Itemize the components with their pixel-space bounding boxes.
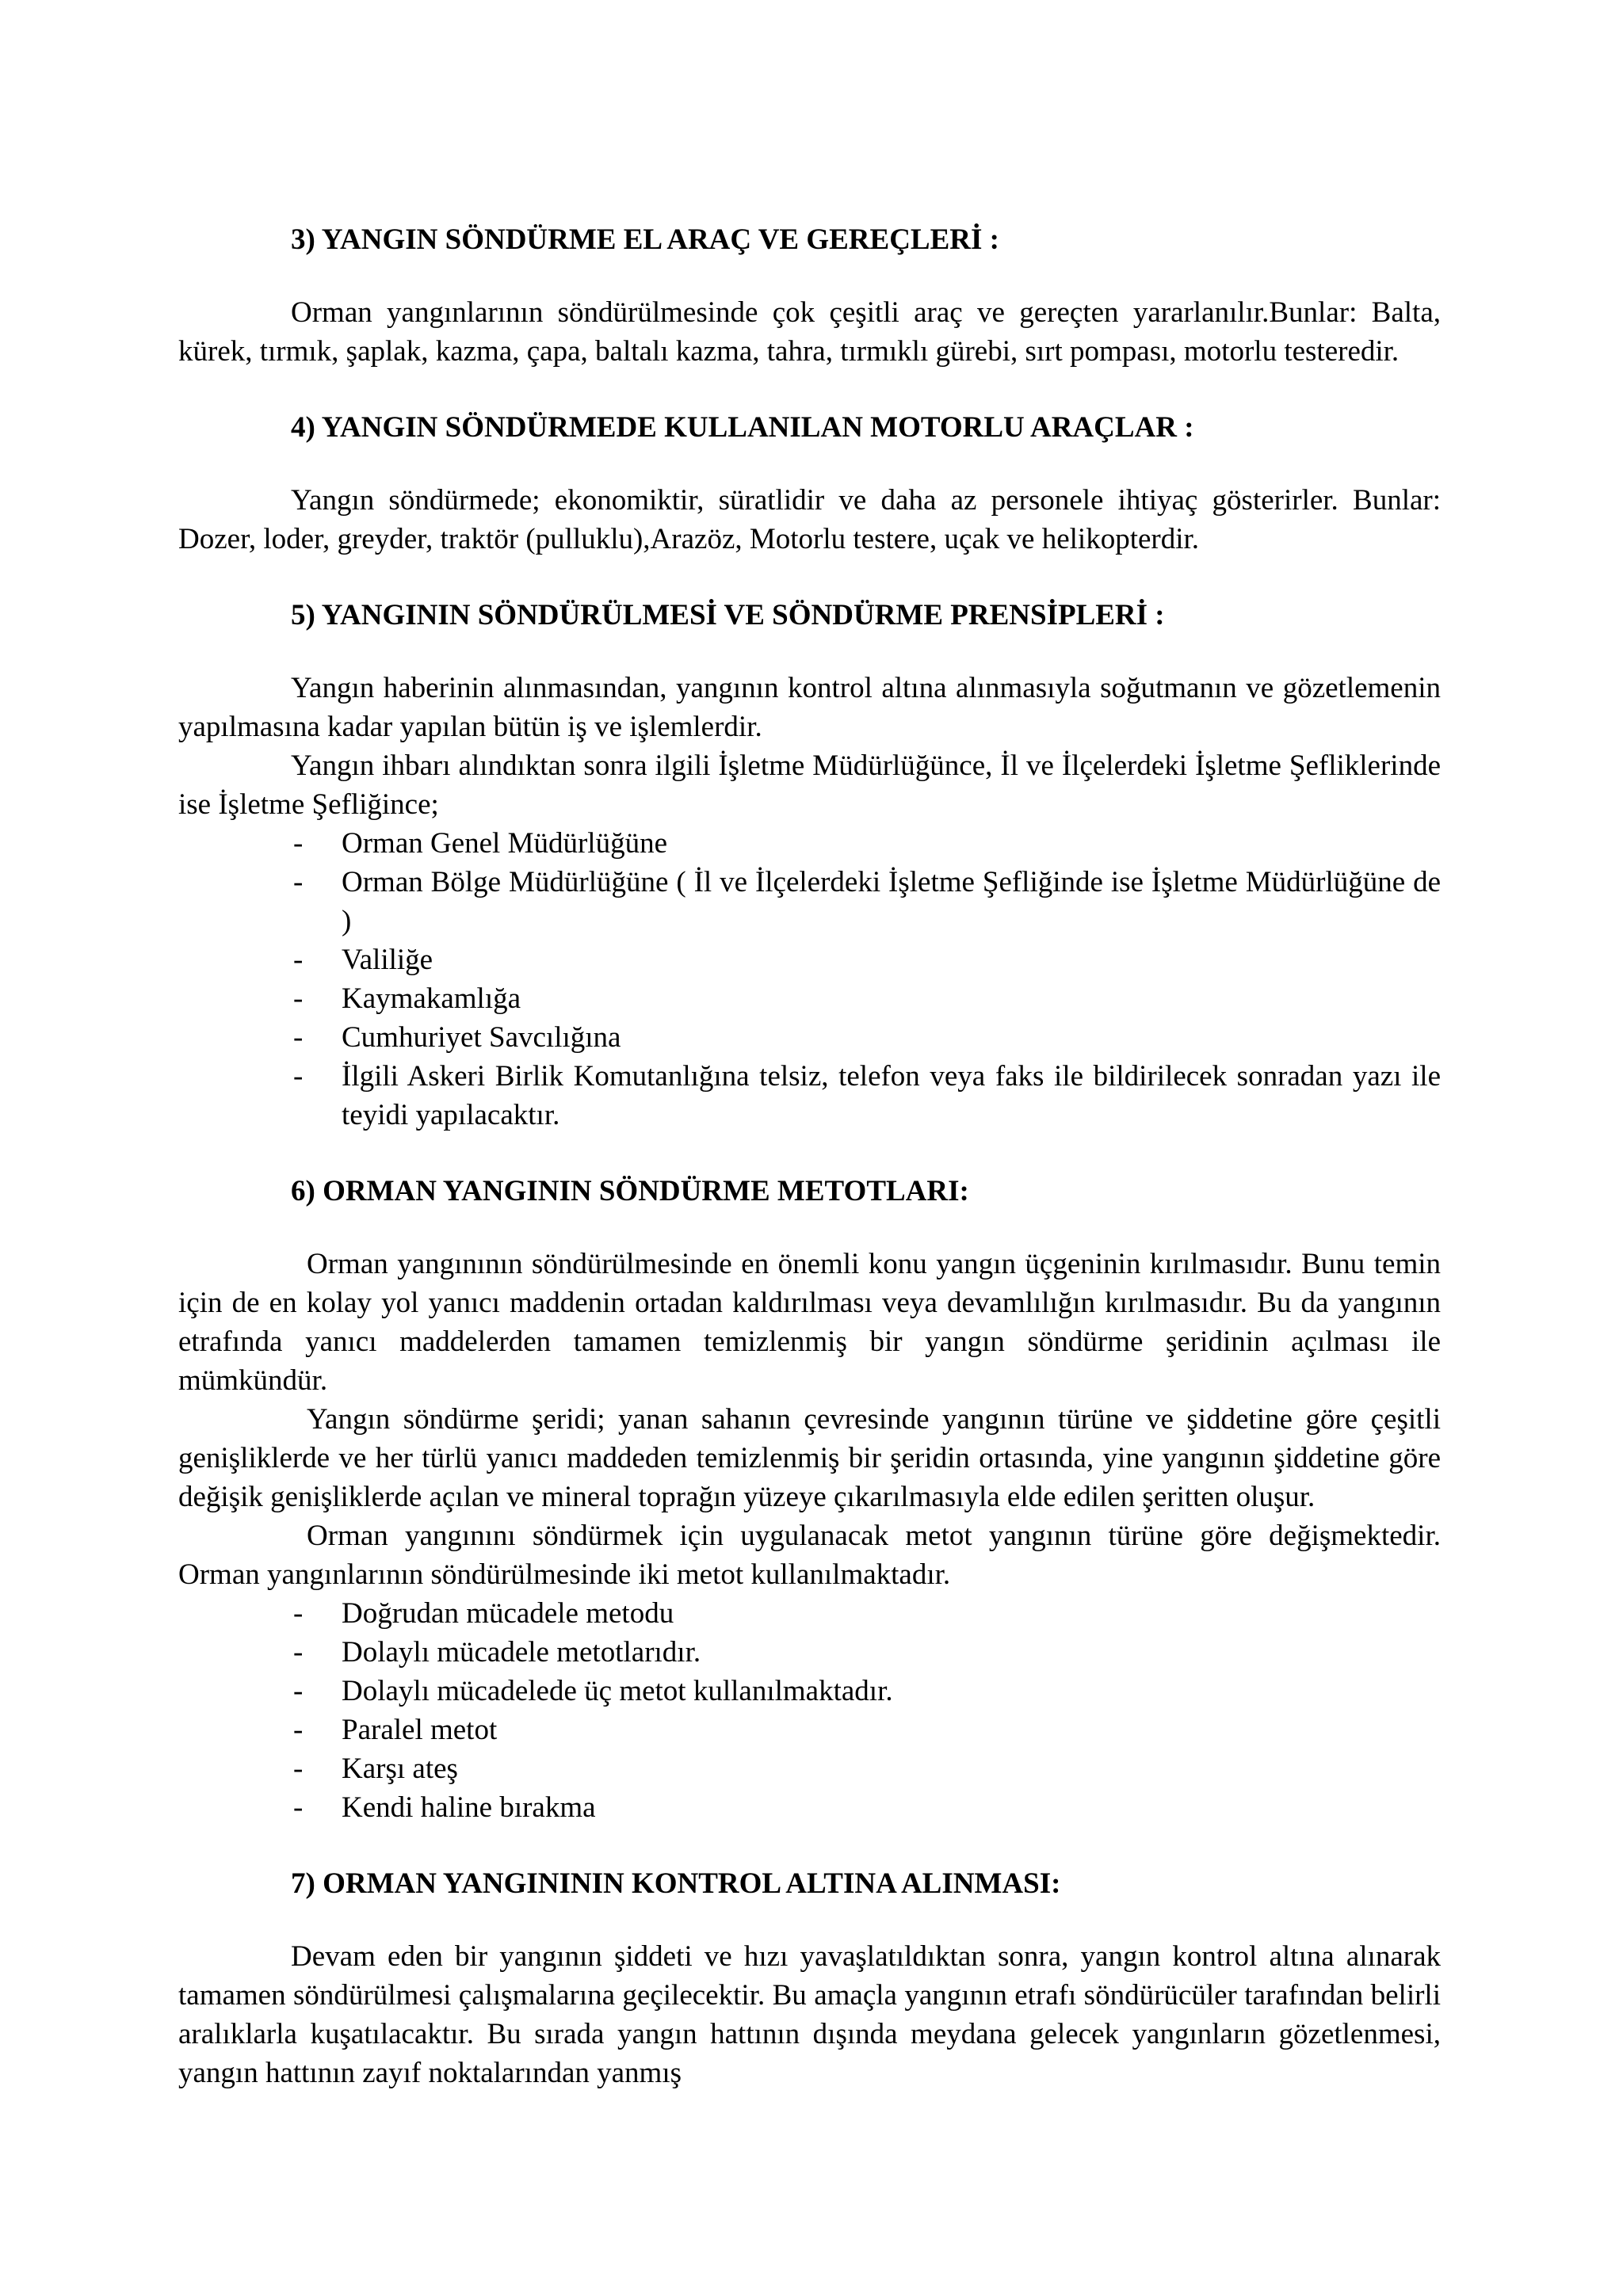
list-marker: - bbox=[293, 1753, 304, 1785]
list-item bbox=[293, 1672, 1441, 1711]
list-item bbox=[293, 1057, 1441, 1135]
paragraph: Yangın söndürme şeridi; yanan sahanın çevresinde yangının türüne ve şiddetine göre çeşitli genişliklerde ve her türlü yanıcı maddeden temizlenmiş bir şeridin ortasında, yine yangının şiddetine göre değişik genişliklerde açılan ve mineral toprağın yüzeye çıkarılmasıyla elde edilen şeritten oluşur. bbox=[178, 1403, 1441, 1513]
paragraph: Orman yangınlarının söndürülmesinde çok çeşitli araç ve gereçten yararlanılır.Bunlar: Balta, kürek, tırmık, şaplak, kazma, çapa, baltalı kazma, tahra, tırmıklı gürebi, sırt pompası, motorlu testeredir. bbox=[178, 296, 1441, 368]
list-item-text: İlgili Askeri Birlik Komutanlığına telsiz, telefon veya faks ile bildirilecek sonradan yazı ile teyidi yapılacaktır. bbox=[342, 1060, 1441, 1131]
list-item-text: Dolaylı mücadelede üç metot kullanılmaktadır. bbox=[342, 1675, 893, 1707]
list-item-text: Kendi haline bırakma bbox=[342, 1791, 596, 1824]
list-marker: - bbox=[293, 1675, 304, 1707]
paragraph: Yangın ihbarı alındıktan sonra ilgili İşletme Müdürlüğünce, İl ve İlçelerdeki İşletme Şefliklerinde ise İşletme Şefliğince; bbox=[178, 749, 1441, 821]
method-list bbox=[178, 1594, 1441, 1827]
list-item bbox=[293, 863, 1441, 940]
paragraph: Yangın haberinin alınmasından, yangının kontrol altına alınmasıyla soğutmanın ve gözetlemenin yapılmasına kadar yapılan bütün iş ve işlemlerdir. bbox=[178, 672, 1441, 743]
section-6 bbox=[178, 1172, 1441, 1827]
section-3 bbox=[178, 220, 1441, 371]
list-item-text: Dolaylı mücadele metotlarıdır. bbox=[342, 1636, 701, 1669]
list-marker: - bbox=[293, 1021, 304, 1054]
section-heading: 7) ORMAN YANGINININ KONTROL ALTINA ALINMASI: bbox=[291, 1867, 1061, 1900]
list-item bbox=[293, 1711, 1441, 1749]
list-item bbox=[293, 940, 1441, 979]
list-item-text: Paralel metot bbox=[342, 1714, 498, 1746]
list-marker: - bbox=[293, 1714, 304, 1746]
section-heading: 3) YANGIN SÖNDÜRME EL ARAÇ VE GEREÇLERİ : bbox=[291, 223, 999, 256]
list-item bbox=[293, 1594, 1441, 1633]
list-marker: - bbox=[293, 1791, 304, 1824]
section-heading: 4) YANGIN SÖNDÜRMEDE KULLANILAN MOTORLU ARAÇLAR : bbox=[291, 411, 1194, 444]
list-marker: - bbox=[293, 982, 304, 1015]
paragraph: Yangın söndürmede; ekonomiktir, süratlidir ve daha az personele ihtiyaç gösterirler. Bunlar: Dozer, loder, greyder, traktör (pulluklu),Arazöz, Motorlu testere, uçak ve helikopterdir. bbox=[178, 484, 1441, 555]
list-marker: - bbox=[293, 1636, 304, 1669]
document-body bbox=[178, 220, 1441, 2092]
paragraph: Orman yangınını söndürmek için uygulanacak metot yangının türüne göre değişmektedir. Orman yangınlarının söndürülmesinde iki metot kullanılmaktadır. bbox=[178, 1520, 1441, 1591]
list-item-text: Doğrudan mücadele metodu bbox=[342, 1597, 674, 1630]
paragraph: Orman yangınının söndürülmesinde en önemli konu yangın üçgeninin kırılmasıdır. Bunu temin için de en kolay yol yanıcı maddenin ortadan kaldırılması veya devamlılığın kırılmasıdır. Bu da yangının etrafında yanıcı maddelerden tamamen temizlenmiş bir yangın söndürme şeridinin açılması ile mümkündür. bbox=[178, 1248, 1441, 1397]
section-4 bbox=[178, 408, 1441, 559]
list-item bbox=[293, 1788, 1441, 1827]
list-item-text: Orman Genel Müdürlüğüne bbox=[342, 827, 668, 860]
list-item-text: Orman Bölge Müdürlüğüne ( İl ve İlçelerdeki İşletme Şefliğinde ise İşletme Müdürlüğüne de ) bbox=[342, 866, 1441, 937]
list-marker: - bbox=[293, 827, 304, 860]
list-item-text: Cumhuriyet Savcılığına bbox=[342, 1021, 621, 1054]
list-item bbox=[293, 979, 1441, 1018]
list-marker: - bbox=[293, 866, 304, 898]
section-heading: 5) YANGININ SÖNDÜRÜLMESİ VE SÖNDÜRME PRENSİPLERİ : bbox=[291, 599, 1165, 631]
list-item bbox=[293, 824, 1441, 863]
section-5 bbox=[178, 596, 1441, 1135]
list-item-text: Valiliğe bbox=[342, 944, 433, 976]
section-heading: 6) ORMAN YANGININ SÖNDÜRME METOTLARI: bbox=[291, 1175, 969, 1207]
list-item-text: Kaymakamlığa bbox=[342, 982, 521, 1015]
list-marker: - bbox=[293, 1597, 304, 1630]
list-marker: - bbox=[293, 1060, 304, 1093]
list-item bbox=[293, 1018, 1441, 1057]
list-item bbox=[293, 1749, 1441, 1788]
notification-list bbox=[178, 824, 1441, 1135]
list-marker: - bbox=[293, 944, 304, 976]
list-item-text: Karşı ateş bbox=[342, 1753, 458, 1785]
section-7 bbox=[178, 1864, 1441, 2092]
paragraph: Devam eden bir yangının şiddeti ve hızı yavaşlatıldıktan sonra, yangın kontrol altına alınarak tamamen söndürülmesi çalışmalarına geçilecektir. Bu amaçla yangının etrafı söndürücüler tarafından belirli aralıklarla kuşatılacaktır. Bu sırada yangın hattının dışında meydana gelecek yangınların gözetlenmesi, yangın hattının zayıf noktalarından yanmış bbox=[178, 1940, 1441, 2089]
list-item bbox=[293, 1633, 1441, 1672]
